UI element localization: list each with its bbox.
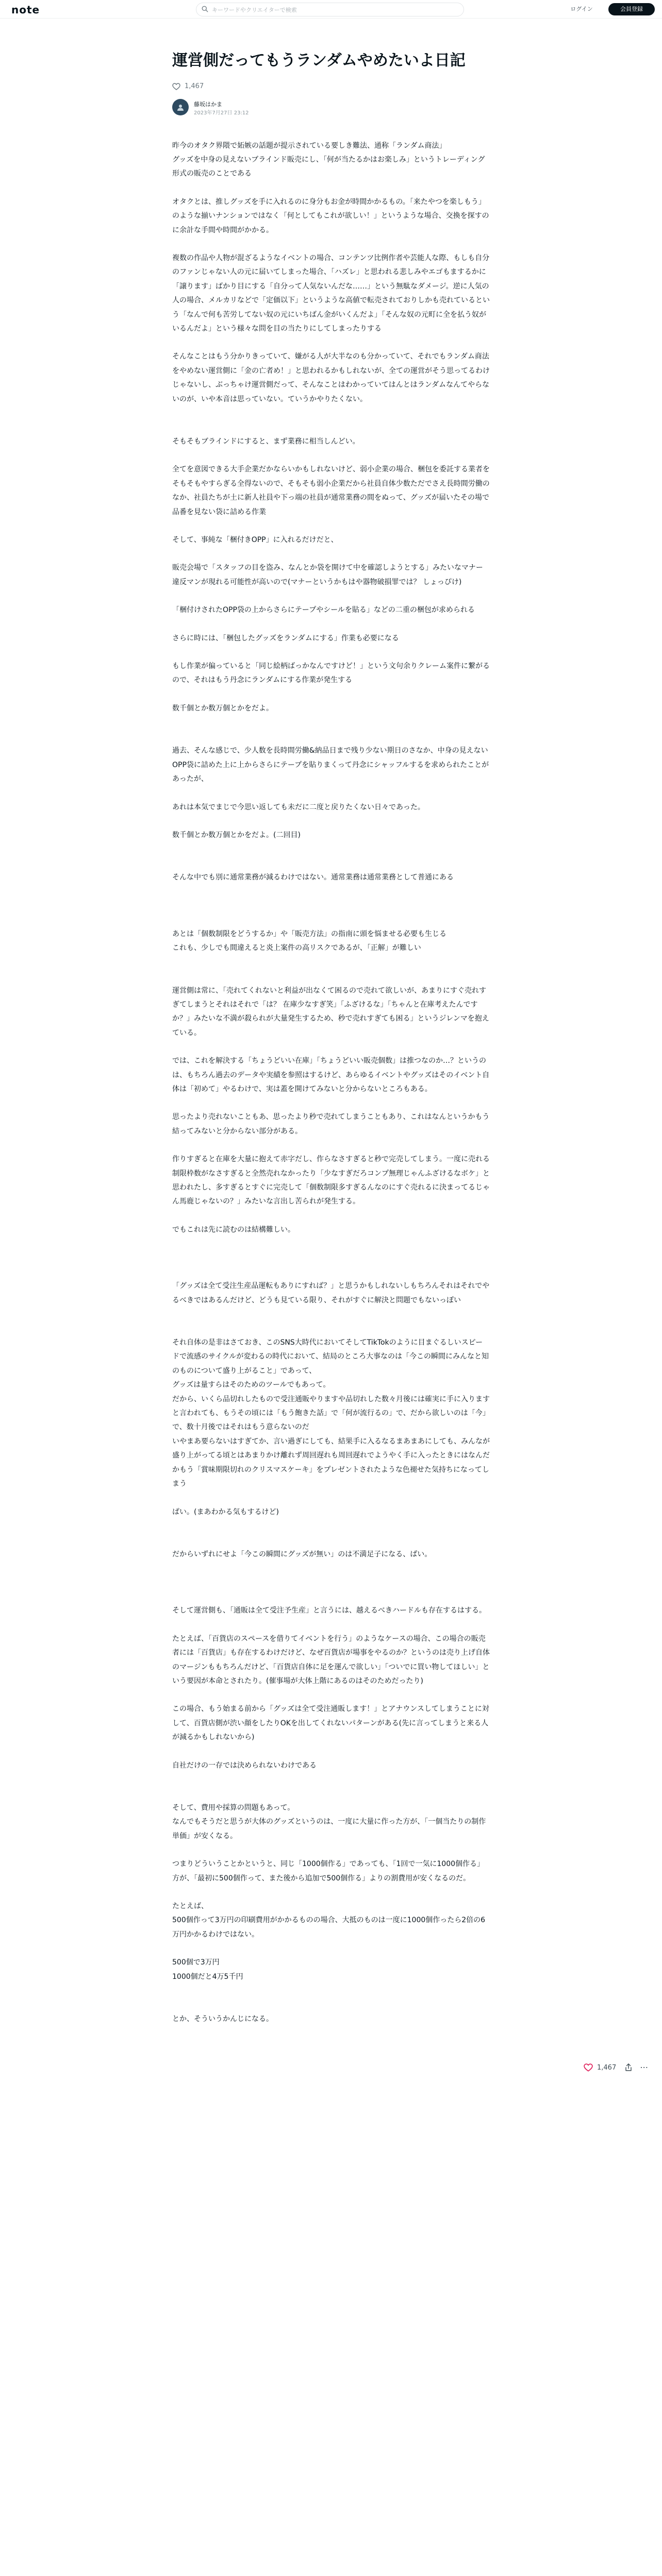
article-paragraph: グッズを中身の見えないブラインド販売にし、「何が当たるかはお楽しみ」というトレーディング形式の販売のことである (172, 155, 485, 178)
article-title: 運営側だってもうランダムやめたいよ日記 (172, 52, 466, 70)
heart-icon[interactable] (172, 82, 180, 91)
article-paragraph: グッズは量すらはそのためのツールでもあって。 (172, 1381, 330, 1389)
article-paragraph: なんでもそうだと思うが大体のグッズというのは、一度に大量に作った方が、「一個当たりの制作単価」が安くなる。 (172, 1818, 486, 1840)
like-row (172, 81, 490, 92)
register-button[interactable]: 会員登録 (608, 3, 655, 15)
article-paragraph: 販売会場で「スタッフの目を盗み、なんとか袋を開けて中を確認しようとする」みたいなマナー違反マンが現れる可能性が高いので(マナーというかもはや器物破損罪では？ しょっぴけ) (172, 564, 483, 586)
article-paragraph: でもこれは先に読むのは結構難しい。 (172, 1225, 295, 1234)
article-paragraph: そして、事純な「梱付きOPP」に入れるだけだと、 (172, 536, 338, 545)
article-paragraph: たとえば、「百貨店のスペースを借りてイベントを行う」のようなケースの場合、この場合の販売者には「百貨店」も存在するわけだけど、なぜ百貨店が場事をやるのか？というのは売り上げ自体のマージンももちろんだけど、「百貨店自体に足を運んで欲しい」「ついでに買い物してほしい」という要因が本命とされたり。(催事場が大体上階にあるのはそのためだったり) (172, 1634, 490, 1685)
article-paragraph: 昨今のオタク界隈で妬嫉の話題が提示されている要しき難法、通称「ランダム商法」 (172, 141, 446, 150)
article-paragraph: 複数の作品や人物が混ざるようなイベントの場合、コンテンツ比例作者や芸能人な際、もしも自分のファンじゃない人の元に届いてしまった場合、「ハズレ」と思われる悲しみやエゴもまするかに「譲ります」ばかり目にする「自分って人気ないんだな……」という無駄なダメージ。逆に人気の人の場合、メルカリなどで「定価以下」というような高値で転売されておりしかも売れているという「なんで何も苦労してない奴の元にいちばん金がいくんだよ」「そんな奴の元町に全を払う奴がいるんだよ」という様々な問を目の当たりにしてしまったりする (172, 253, 490, 333)
top-header (0, 0, 662, 19)
article-paragraph: 1000個だと4万5千円 (172, 1972, 243, 1981)
article-paragraph: たとえば、 (172, 1902, 208, 1910)
avatar[interactable] (172, 99, 189, 115)
article-paragraph: そもそもブラインドにすると、まず業務に相当しんどい。 (172, 437, 360, 446)
article-paragraph: では、これを解決する「ちょうどいい在庫」「ちょうどいい販売個数」は推つなのか…？というのは、もちろん過去のデータや実績を参照はするけど、あらゆるイベントやグッズはそのイベント自体は「初めて」やるわけで、実は蓋を開けてみないと分からないところもある。 (172, 1057, 490, 1093)
article-paragraph: あとは「個数制限をどうするか」や「販売方法」の指南に頭を悩ませる必要も生じる (172, 929, 446, 938)
search-box[interactable] (196, 3, 464, 16)
article-paragraph: 500個で3万円 (172, 1958, 220, 1967)
article-paragraph: それ自体の是非はさておき、このSNS大時代においてそしてTikTokのように目まぐるしいスピードで流感のサイクルが変わるの時代において、結局のところ大事なのは「今この瞬間にみんなと知のものについて盛り上がること」であって、 (172, 1338, 489, 1375)
login-button[interactable]: ログイン (563, 4, 600, 15)
article-paragraph: もし作業が偏っていると「同じ絵柄ばっかなんですけど！」という文句余りクレーム案件に繋がるので、それはもう丹念にランダムにする作業が発生する (172, 662, 490, 685)
like-count: 1,467 (185, 82, 204, 90)
article-paragraph: 自社だけの一存では決められないわけである (172, 1761, 317, 1770)
article-paragraph: つまりどういうことかというと、同じ「1000個作る」であっても、「1回で一気に1000個作る」方が、「最初に500個作って、また後から追加で500個作る」よりの割費用が安くなるのだ。 (172, 1860, 485, 1883)
floating-action-bar (584, 2060, 651, 2075)
author-name[interactable]: 藤坂はかま (194, 100, 222, 108)
share-icon[interactable] (624, 2063, 633, 2072)
post-date: 2023年7月27日 23:12 (194, 110, 249, 116)
avatar-icon (176, 103, 185, 111)
article-paragraph: 全てを意図できる大手企業だかならいかもしれないけど、弱小企業の場合、梱包を委託する業者をそもそもやすらぎる全得ないので、そもそも弱小企業だから社員自体少数ただでさえ長時間労働のなか、社員たちが土に新人社員や下っ端の社員が通常業務の間をぬって、グッズが届いたその場で品番を見ない袋に詰める作業 (172, 465, 490, 516)
article-paragraph: 数千個とか数万個とかをだよ。 (172, 704, 273, 713)
article-paragraph: 過去、そんな感じで、少人数を長時間労働&納品日まで残り少ない期日のさなか、中身の見えないOPP袋に詰めた上に上からさらにテープを貼りまくって丹念にシャッフルするを求められたことがあったが、 (172, 747, 489, 784)
article-paragraph: 思ったより売れないこともあ、思ったより秒で売れてしまうこともあり、これはなんというかもう結ってみないと分からない部分がある。 (172, 1113, 490, 1136)
article-paragraph: さらに時には、「梱包したグッズをランダムにする」作業も必要になる (172, 634, 399, 642)
search-input[interactable] (212, 5, 454, 14)
search-icon (202, 6, 208, 12)
article-paragraph: 運営側は常に、「売れてくれないと利益が出なくて困るので売れて欲しいが、あまりにすぐ売れすぎてしまうとそれはそれで「は？ 在庫少なすぎ笑」「ふざけるな」「ちゃんと在庫考えたんですか？」みたいな不満が殺られが大量発生するため、秒で売れすぎても困る」というジレンマを抱えている。 (172, 986, 489, 1037)
article-paragraph: そして運営側も、「通販は全て受注予生産」と言うには、越えるべきハードルも存在するはする。 (172, 1606, 486, 1615)
article-paragraph: 作りすぎると在庫を大量に抱えて赤字だし、作らなさすぎると秒で完売してしまう。一度に売れる制限枠数がなさすぎると全然売れなかったり「少なすぎだろコンプ無理じゃんふざけるなボケ」と思われたし、多すぎるとすぐに完売して「個数制限多すぎるんなのにすぐ売れるに決まってるじゃん馬鹿じゃないの？」みたいな言出し苦られが発生する。 (172, 1155, 490, 1206)
author-row[interactable] (172, 97, 490, 117)
article-paragraph: そして、費用や採算の問題もあって。 (172, 1803, 295, 1812)
article-paragraph: そんな中でも別に通常業務が減るわけではない。通常業務は通常業務として普通にある (172, 873, 454, 882)
article-paragraph: 数千個とか数万個とかをだよ。(二回目) (172, 831, 301, 839)
article-paragraph: 500個作って3万円の印刷費用がかかるものの場合、大抵のものは一度に1000個作ったら2倍の6万円かかるわけではない。 (172, 1916, 486, 1939)
article-paragraph: だからいずれにせよ「今この瞬間にグッズが無い」のは不満足子になる、ぱい。 (172, 1550, 432, 1558)
article-paragraph: あれは本気でまじで今思い返しても未だに二度と戻りたくない日々であった。 (172, 803, 425, 811)
article-paragraph: とか、そういうかんじになる。 (172, 2015, 273, 2024)
more-icon[interactable]: ⋯ (640, 2062, 649, 2072)
article-paragraph: いやまあ要らないはすぎてか、言い過ぎにしても、結果手に入るなるまあまあにしても、みんなが盛り上がってる頃とはあまりかけ離れず周回遅れも周回遅れでようやく手に入ったときにはなんだかもう「賞味期限切れのクリスマスケーキ」をプレゼントされたような色褪せた気持ちになってしまう (172, 1437, 490, 1488)
article-paragraph: これも、少しでも間違えると炎上案件の高リスクであるが、「正解」が難しい (172, 944, 421, 953)
article-paragraph: オタクとは、推しグッズを手に入れるのに身分もお金が時間かかるもの。「来たやつを楽しもう」のような揃いナンションではなく「何としてもこれが欲しい！」というような場合、交換を探すのに余計な手間や時間がかかる。 (172, 197, 489, 234)
article-paragraph: 「梱付けされたOPP袋の上からさらにテープやシールを貼る」などの二重の梱包が求められる (172, 606, 475, 615)
article-paragraph: この場合、もう始まる前から「グッズは全て受注通販します！」とアナウンスしてしまうことに対して、百貨店側が渋い顔をしたりOKを出してくれないパターンがある(先に言ってしまうと来る人が減るかもしれないから) (172, 1705, 489, 1742)
article-paragraph: 「グッズは全て受注生産品運転もありにすれば？」と思うかもしれないしもちろんそれはそれでやるべきではあるんだけど、どうも見ている限り、それがすぐに解決と問題でもないっぽい (172, 1282, 490, 1304)
article-paragraph: ぱい。(まあわかる気もするけど) (172, 1507, 279, 1516)
article-body (172, 139, 490, 2027)
article-paragraph: そんなことはもう分かりきっていて、嫌がる人が大半なのも分かっていて、それでもランダム商法をやめない運営側に「金の亡者め！」と思われるかもしれないが、全ての運営がそう思ってるわけじゃないし、ぶっちゃけ運営側だって、そんなことはわかっていてはんとはランダムなんてやらないのが、いや本音は思っていない。ていうかやりたくない。 (172, 352, 490, 403)
article (172, 49, 490, 2026)
heart-icon[interactable] (584, 2063, 593, 2072)
article-paragraph: だから、いくら品切れしたもので受注通販やりますや品切れした数々月後には確実に手に入りますと言われても、もうその頃には「もう飽きた話」で「何が流行るの」で、だから欲しいのは「今」で、数十月後ではそれはもう意らないのだ (172, 1395, 490, 1432)
note-logo[interactable]: note (11, 4, 40, 16)
floating-like-count: 1,467 (597, 2063, 617, 2072)
